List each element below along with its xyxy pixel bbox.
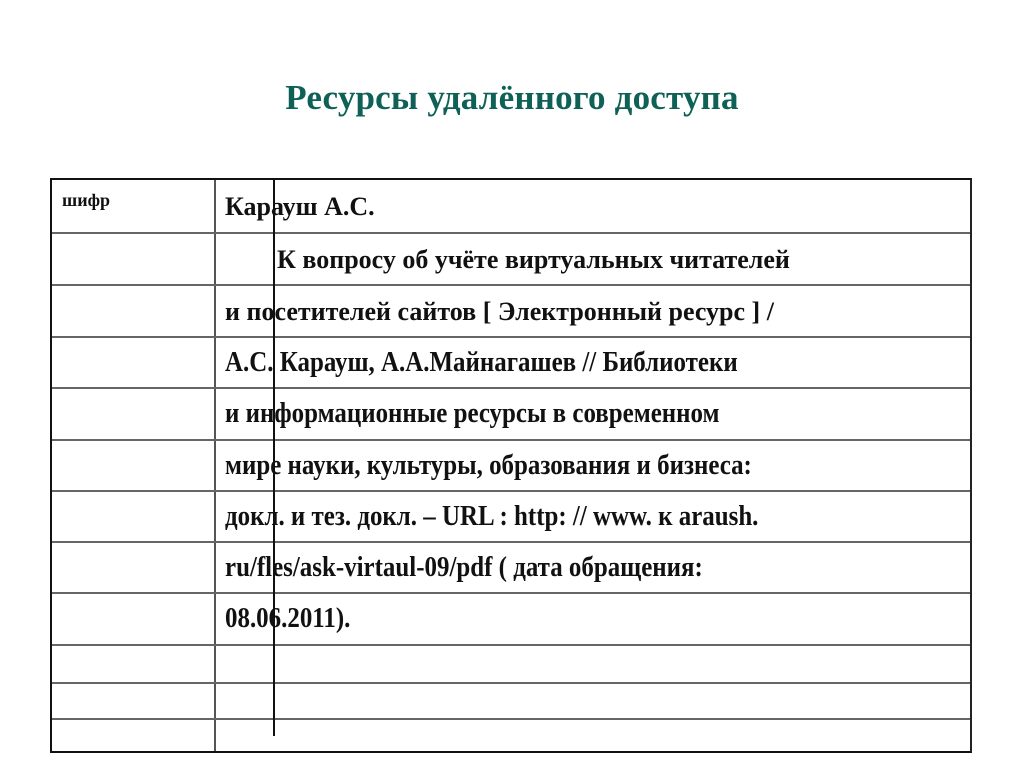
code-label: шифр <box>62 190 111 210</box>
description-line: и информационные ресурсы в современном <box>225 397 720 429</box>
url-line: докл. и тез. докл. – URL : http: // www. к araush. <box>225 500 759 532</box>
card-row <box>52 592 970 644</box>
card-row <box>52 541 970 592</box>
author-line: Карауш А.С. <box>225 192 375 221</box>
description-line: А.С. Карауш, А.А.Майнагашев // Библиотеки <box>225 346 738 378</box>
description-line: и посетителей сайтов [ Электронный ресурс ] / <box>225 297 774 326</box>
description-line: мире науки, культуры, образования и бизнеса: <box>225 449 752 481</box>
card-row-empty <box>52 718 970 753</box>
card-row <box>52 232 970 284</box>
access-date-line: 08.06.2011). <box>225 602 351 634</box>
title-line: К вопросу об учёте виртуальных читателей <box>277 245 790 274</box>
card-row <box>52 284 970 336</box>
card-row-empty <box>52 644 970 682</box>
card-row-empty <box>52 682 970 718</box>
card-row <box>52 336 970 387</box>
slide-title: Ресурсы удалённого доступа <box>285 78 739 117</box>
catalog-card <box>50 178 972 753</box>
url-line: ru/fles/ask-virtaul-09/pdf ( дата обращения: <box>225 551 703 583</box>
card-row <box>52 180 970 232</box>
indent-margin-rule <box>273 180 275 736</box>
card-row <box>52 439 970 490</box>
card-row <box>52 490 970 541</box>
card-row <box>52 387 970 439</box>
